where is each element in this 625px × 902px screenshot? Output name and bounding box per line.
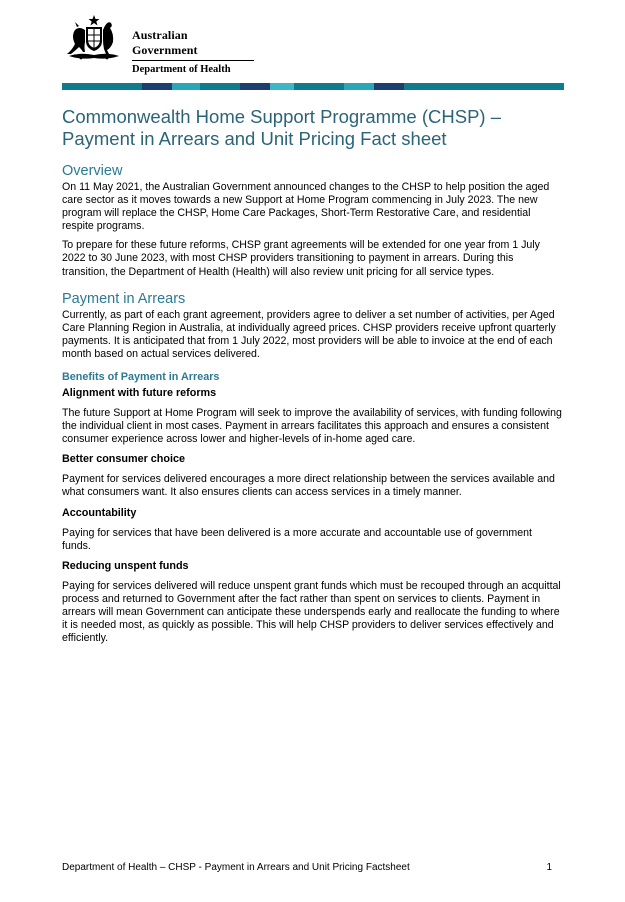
coat-of-arms-icon — [61, 14, 127, 62]
color-bar-segment — [270, 83, 294, 90]
benefit-text-accountability: Paying for services that have been delivered is a more accurate and accountable use of government funds. — [62, 526, 532, 552]
footer-text: Department of Health – CHSP - Payment in Arrears and Unit Pricing Factsheet — [62, 862, 410, 873]
overview-paragraph-1: On 11 May 2021, the Australian Government announced changes to the CHSP to help position the aged care sector as it moves towards a new Support at Home Program commencing in July 2023. The new program will replace the CHSP, Home Care Packages, Short-Term Restorative Care, and residential respite programs. — [62, 181, 550, 233]
benefits-heading: Benefits of Payment in Arrears — [62, 371, 220, 384]
color-bar-segment — [112, 83, 142, 90]
color-bar-segment — [294, 83, 344, 90]
page-footer — [62, 862, 552, 873]
government-logo — [61, 14, 261, 75]
benefit-heading-unspent-funds: Reducing unspent funds — [62, 559, 189, 572]
benefit-heading-consumer-choice: Better consumer choice — [62, 453, 186, 466]
color-bar-segment — [142, 83, 172, 90]
payment-in-arrears-heading: Payment in Arrears — [62, 290, 186, 307]
overview-paragraph-2: To prepare for these future reforms, CHSP grant agreements will be extended for one year from 1 July 2022 to 30 June 2023, with most CHSP providers transitioning to payment in arrears. During this transition, the Department of Health (Health) will also review unit pricing for all service types. — [62, 239, 540, 278]
payment-in-arrears-paragraph: Currently, as part of each grant agreement, providers agree to deliver a set number of activities, per Aged Care Planning Region in Australia, at individually agreed prices. CHSP providers receive upfront quarterly payments. It is anticipated that from 1 July 2022, most providers will be able to invoice at the end of each month based on actual services delivered. — [62, 308, 556, 360]
color-bar-segment — [344, 83, 374, 90]
color-bar-segment — [200, 83, 240, 90]
color-bar-segment — [464, 83, 564, 90]
page-title: Commonwealth Home Support Programme (CHSP) – Payment in Arrears and Unit Pricing Fact sheet — [62, 106, 502, 149]
color-bar-segment — [404, 83, 464, 90]
benefit-text-consumer-choice: Payment for services delivered encourages a more direct relationship between the services available and what consumers want. It also ensures clients can access services in a timely manner. — [62, 473, 555, 499]
color-bar-segment — [374, 83, 404, 90]
header-color-bar — [62, 83, 564, 90]
benefit-text-alignment: The future Support at Home Program will seek to improve the availability of services, with funding following the individual client in most cases. Payment in arrears facilitates this approach and ensures a consistent consumer experience across lower and higher-levels of in-home aged care. — [62, 407, 562, 446]
benefit-heading-accountability: Accountability — [62, 506, 137, 519]
color-bar-segment — [172, 83, 200, 90]
color-bar-segment — [62, 83, 112, 90]
department-name: Department of Health — [132, 64, 231, 75]
benefit-heading-alignment: Alignment with future reforms — [62, 387, 217, 400]
overview-heading: Overview — [62, 163, 123, 179]
document-body — [62, 162, 562, 645]
org-name: Australian Government — [132, 28, 254, 61]
color-bar-segment — [240, 83, 270, 90]
page-number: 1 — [546, 862, 552, 873]
benefit-text-unspent-funds: Paying for services delivered will reduce unspent grant funds which must be recouped through an acquittal process and returned to Government after the fact rather than spent on services to clients. Payment in arrears will mean Government can anticipate these underspends early and reallocate the funding to where it is needed most, as quickly as possible. This will help CHSP providers to deliver services effectively and efficiently. — [62, 579, 561, 645]
